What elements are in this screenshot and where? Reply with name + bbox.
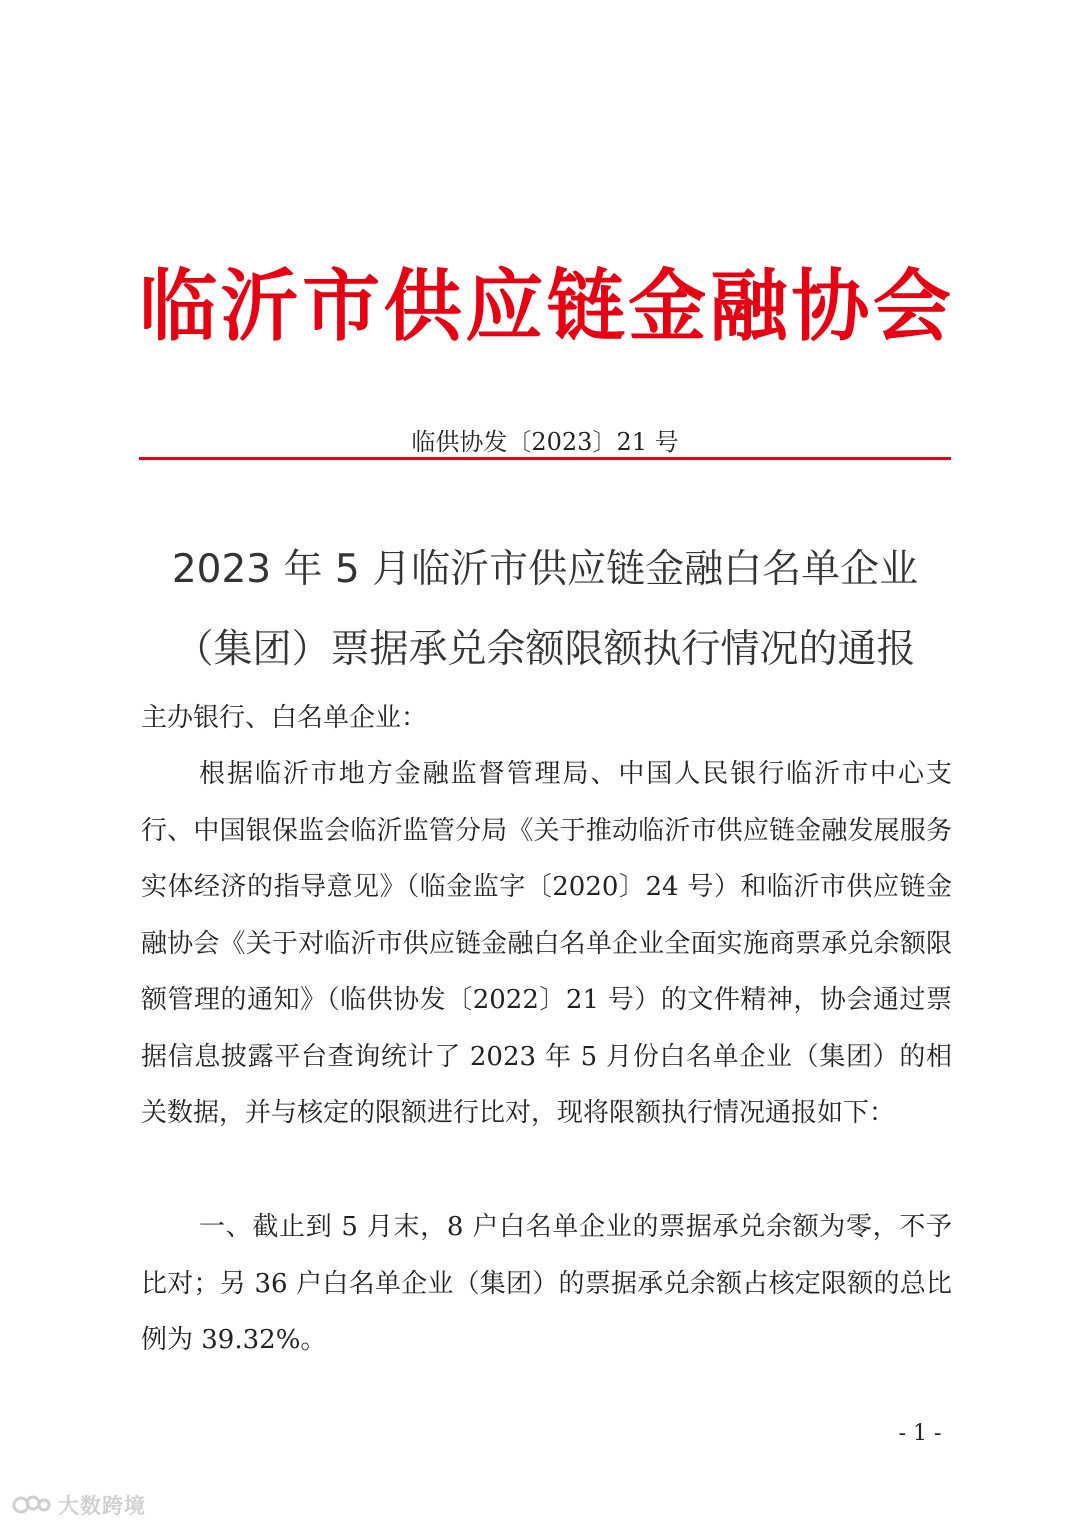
notice-title-line: 2023 年 5 月临沂市供应链金融白名单企业 (171, 547, 919, 592)
watermark (12, 1490, 146, 1520)
notice-title-line: （集团）票据承兑余额限额执行情况的通报 (174, 627, 916, 672)
body-paragraph: 根据临沂市地方金融监督管理局、中国人民银行临沂市中心支行、中国银保监会临沂监管分局《关于推动临沂市供应链金融发展服务实体经济的指导意见》（临金监字〔2020〕24 号）和临沂市供应链金融协会《关于对临沂市供应链金融白名单企业全面实施商票承兑余额限额管理的通知》（临供协发〔2022〕21 号）的文件精神，协会通过票据信息披露平台查询统计了 2023 年 5 月份白名单企业（集团）的相关数据，并与核定的限额进行比对，现将限额执行情况通报如下： (141, 759, 952, 1128)
organization-header-char: 市 (302, 261, 381, 352)
organization-header (139, 262, 951, 352)
organization-header-char: 会 (872, 261, 951, 352)
organization-header-char: 链 (546, 261, 625, 352)
watermark-text: 大数跨境 (58, 1494, 146, 1518)
organization-header-char: 临 (139, 261, 218, 352)
page-number: - 1 - (898, 1421, 942, 1446)
salutation: 主办银行、白名单企业： (141, 703, 428, 733)
header-divider (139, 457, 951, 460)
organization-header-char: 融 (709, 261, 788, 352)
notice-title (120, 530, 970, 690)
organization-header-char: 金 (628, 261, 707, 352)
document-number: 临供协发〔2023〕21 号 (411, 428, 679, 456)
organization-header-char: 协 (791, 261, 870, 352)
organization-header-char: 供 (383, 261, 462, 352)
brand-logo-icon (12, 1492, 52, 1518)
body-paragraph: 一、截止到 5 月末，8 户白名单企业的票据承兑余额为零，不予比对；另 36 户白名单企业（集团）的票据承兑余额占核定限额的总比例为 39.32%。 (141, 1212, 952, 1355)
organization-header-char: 应 (465, 261, 544, 352)
organization-header-char: 沂 (220, 261, 299, 352)
